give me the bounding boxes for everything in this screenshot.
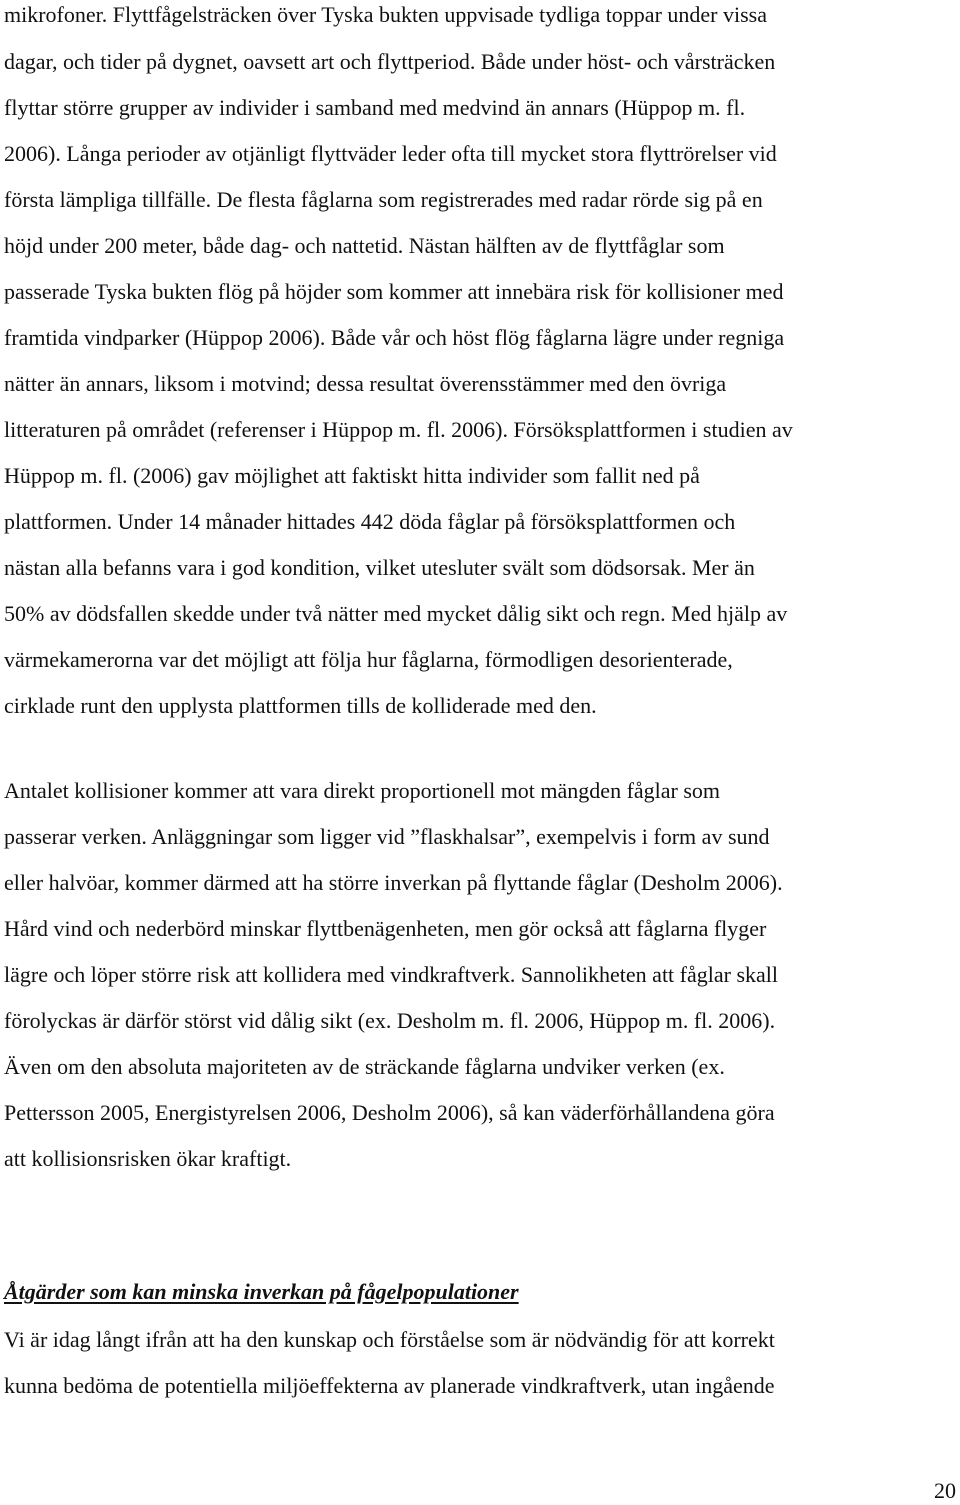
- text-line: 50% av dödsfallen skedde under två nätter med mycket dålig sikt och regn. Med hjälp av: [4, 601, 788, 626]
- text-line: litteraturen på området (referenser i Hüppop m. fl. 2006). Försöksplattformen i studien av: [4, 417, 793, 442]
- text-line: plattformen. Under 14 månader hittades 442 döda fåglar på försöksplattformen och: [4, 509, 736, 534]
- text-line: 2006). Långa perioder av otjänligt flyttväder leder ofta till mycket stora flyttrörelser vid: [4, 141, 777, 166]
- text-line: första lämpliga tillfälle. De flesta fåglarna som registrerades med radar rörde sig på en: [4, 187, 763, 212]
- text-line: Hüppop m. fl. (2006) gav möjlighet att faktiskt hitta individer som fallit ned på: [4, 463, 700, 488]
- text-line: passerar verken. Anläggningar som ligger vid ”flaskhalsar”, exempelvis i form av sund: [4, 824, 770, 849]
- text-line: framtida vindparker (Hüppop 2006). Både vår och höst flög fåglarna lägre under regniga: [4, 325, 785, 350]
- text-line: mikrofoner. Flyttfågelsträcken över Tyska bukten uppvisade tydliga toppar under vissa: [4, 2, 767, 27]
- text-line: Antalet kollisioner kommer att vara direkt proportionell mot mängden fåglar som: [4, 778, 721, 803]
- text-line: höjd under 200 meter, både dag- och nattetid. Nästan hälften av de flyttfåglar som: [4, 233, 725, 258]
- text-line: Även om den absoluta majoriteten av de sträckande fåglarna undviker verken (ex.: [4, 1054, 725, 1079]
- text-line: nätter än annars, liksom i motvind; dessa resultat överensstämmer med den övriga: [4, 371, 727, 396]
- text-line: Hård vind och nederbörd minskar flyttbenägenheten, men gör också att fåglarna flyger: [4, 916, 767, 941]
- text-line: att kollisionsrisken ökar kraftigt.: [4, 1146, 292, 1171]
- text-line: förolyckas är därför störst vid dålig sikt (ex. Desholm m. fl. 2006, Hüppop m. fl. 2006).: [4, 1008, 776, 1033]
- text-line: Vi är idag långt ifrån att ha den kunskap och förståelse som är nödvändig för att korrekt: [4, 1327, 775, 1352]
- text-line: passerade Tyska bukten flög på höjder som kommer att innebära risk för kollisioner med: [4, 279, 784, 304]
- text-line: lägre och löper större risk att kollidera med vindkraftverk. Sannolikheten att fåglar skall: [4, 962, 779, 987]
- text-line: flyttar större grupper av individer i samband med medvind än annars (Hüppop m. fl.: [4, 95, 746, 120]
- section-heading: Åtgärder som kan minska inverkan på fågelpopulationer: [4, 1279, 519, 1304]
- page-number: 20: [934, 1478, 956, 1503]
- text-line: cirklade runt den upplysta plattformen tills de kolliderade med den.: [4, 693, 597, 718]
- text-line: eller halvöar, kommer därmed att ha större inverkan på flyttande fåglar (Desholm 2006).: [4, 870, 783, 895]
- text-line: Pettersson 2005, Energistyrelsen 2006, Desholm 2006), så kan väderförhållandena göra: [4, 1100, 775, 1125]
- text-line: nästan alla befanns vara i god kondition, vilket utesluter svält som dödsorsak. Mer än: [4, 555, 755, 580]
- text-line: kunna bedöma de potentiella miljöeffekterna av planerade vindkraftverk, utan ingående: [4, 1373, 775, 1398]
- text-line: dagar, och tider på dygnet, oavsett art och flyttperiod. Både under höst- och vårsträcken: [4, 49, 776, 74]
- text-line: värmekamerorna var det möjligt att följa hur fåglarna, förmodligen desorienterade,: [4, 647, 733, 672]
